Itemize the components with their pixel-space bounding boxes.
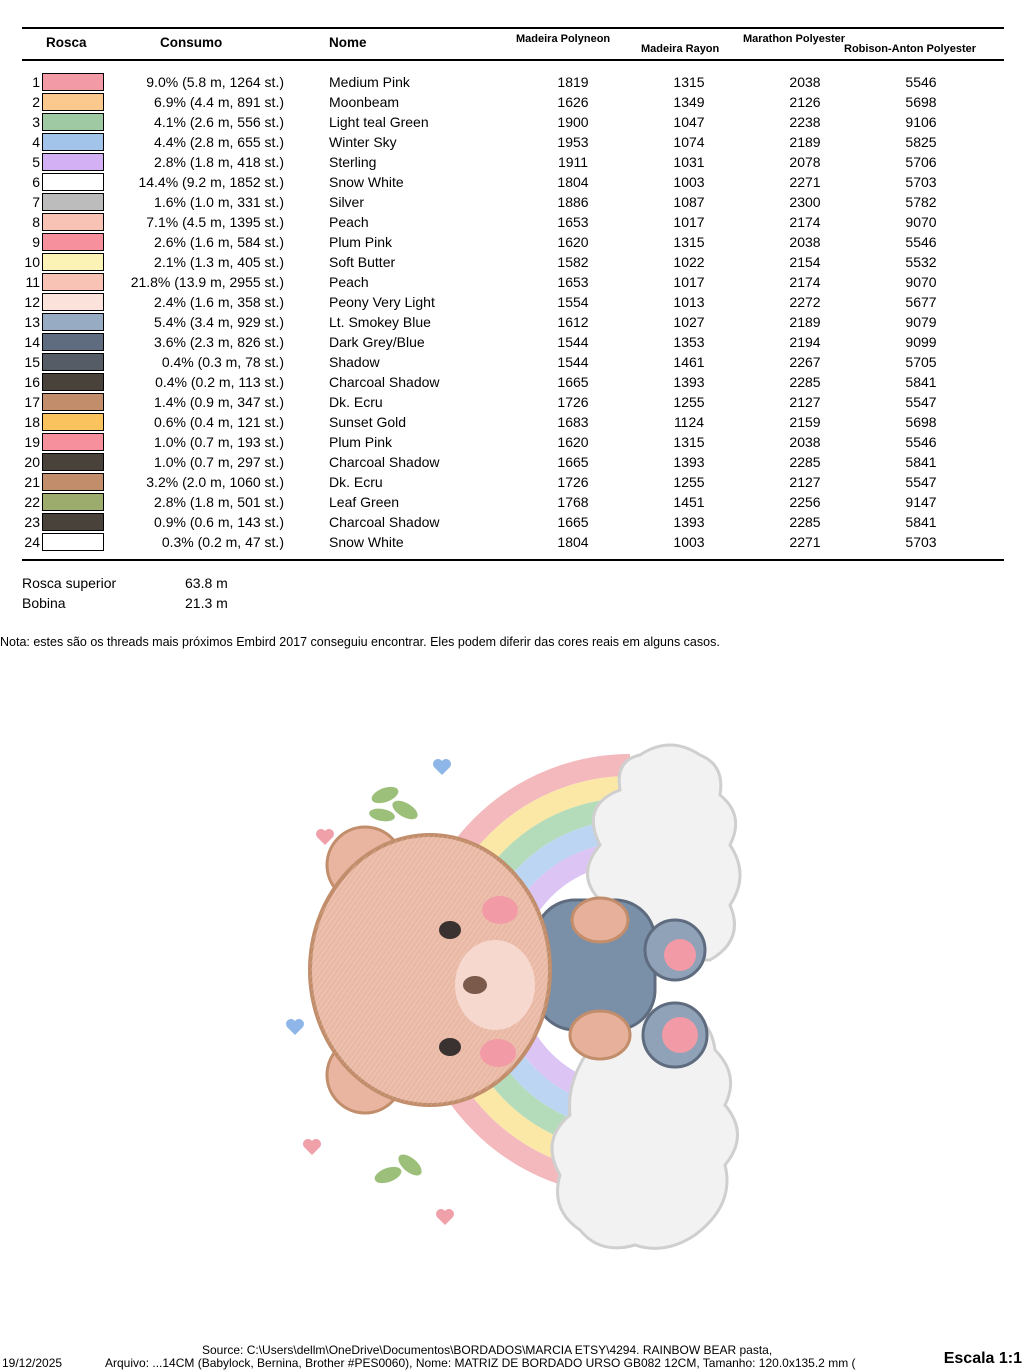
row-marathon-polyester: 2271: [789, 534, 821, 550]
bobbin-label: Bobina: [22, 595, 66, 611]
upper-thread-value: 63.8 m: [185, 575, 228, 591]
row-consumption: 3.6% (2.3 m, 826 st.): [154, 334, 284, 350]
row-robison-anton: 9099: [905, 334, 937, 350]
table-row: [0, 132, 1024, 152]
row-madeira-polyneon: 1544: [557, 334, 589, 350]
row-marathon-polyester: 2267: [789, 354, 821, 370]
row-thread-name: Dk. Ecru: [329, 474, 383, 490]
color-swatch: [42, 193, 104, 211]
table-row: [0, 72, 1024, 92]
row-madeira-polyneon: 1665: [557, 514, 589, 530]
bobbin-value: 21.3 m: [185, 595, 228, 611]
table-row: [0, 232, 1024, 252]
row-consumption: 2.4% (1.6 m, 358 st.): [154, 294, 284, 310]
table-row: [0, 452, 1024, 472]
row-consumption: 4.1% (2.6 m, 556 st.): [154, 114, 284, 130]
row-madeira-polyneon: 1620: [557, 234, 589, 250]
row-madeira-polyneon: 1953: [557, 134, 589, 150]
row-madeira-rayon: 1255: [673, 474, 705, 490]
row-robison-anton: 5706: [905, 154, 937, 170]
row-number: 6: [32, 174, 40, 190]
color-swatch: [42, 233, 104, 251]
row-marathon-polyester: 2285: [789, 514, 821, 530]
color-swatch: [42, 513, 104, 531]
color-swatch: [42, 453, 104, 471]
table-header-rule: [22, 59, 1004, 61]
embroidery-bear-rainbow-icon: [270, 735, 750, 1255]
color-swatch: [42, 333, 104, 351]
row-madeira-rayon: 1022: [673, 254, 705, 270]
row-marathon-polyester: 2038: [789, 434, 821, 450]
row-madeira-polyneon: 1665: [557, 374, 589, 390]
row-number: 15: [24, 354, 40, 370]
row-madeira-polyneon: 1620: [557, 434, 589, 450]
threads-note: Nota: estes são os threads mais próximos Embird 2017 conseguiu encontrar. Eles podem diferir das cores reais em alguns casos.: [0, 635, 720, 649]
row-thread-name: Charcoal Shadow: [329, 514, 440, 530]
color-swatch: [42, 373, 104, 391]
row-marathon-polyester: 2285: [789, 374, 821, 390]
table-row: [0, 332, 1024, 352]
row-marathon-polyester: 2174: [789, 274, 821, 290]
row-madeira-polyneon: 1665: [557, 454, 589, 470]
row-marathon-polyester: 2271: [789, 174, 821, 190]
color-swatch: [42, 313, 104, 331]
table-row: [0, 252, 1024, 272]
row-number: 11: [25, 274, 40, 290]
row-robison-anton: 5698: [905, 94, 937, 110]
row-marathon-polyester: 2126: [789, 94, 821, 110]
row-thread-name: Medium Pink: [329, 74, 410, 90]
table-row: [0, 532, 1024, 552]
row-thread-name: Plum Pink: [329, 234, 393, 250]
row-robison-anton: 9106: [905, 114, 937, 130]
row-consumption: 1.0% (0.7 m, 193 st.): [154, 434, 284, 450]
row-thread-name: Sunset Gold: [329, 414, 407, 430]
row-marathon-polyester: 2159: [789, 414, 821, 430]
table-row: [0, 172, 1024, 192]
row-consumption: 2.6% (1.6 m, 584 st.): [154, 234, 284, 250]
row-madeira-rayon: 1461: [673, 354, 705, 370]
header-consumo: Consumo: [160, 35, 223, 50]
row-robison-anton: 5547: [905, 394, 937, 410]
row-madeira-rayon: 1013: [673, 294, 705, 310]
row-madeira-polyneon: 1653: [557, 214, 589, 230]
row-robison-anton: 5825: [905, 134, 937, 150]
row-consumption: 0.4% (0.3 m, 78 st.): [161, 354, 284, 370]
row-madeira-rayon: 1017: [673, 274, 705, 290]
row-number: 5: [32, 154, 40, 170]
color-swatch: [42, 153, 104, 171]
row-consumption: 4.4% (2.8 m, 655 st.): [154, 134, 284, 150]
row-marathon-polyester: 2285: [789, 454, 821, 470]
row-thread-name: Peach: [329, 274, 369, 290]
row-thread-name: Light teal Green: [329, 114, 429, 130]
row-marathon-polyester: 2256: [789, 494, 821, 510]
table-row: [0, 412, 1024, 432]
table-row: [0, 492, 1024, 512]
row-madeira-rayon: 1315: [673, 434, 705, 450]
row-thread-name: Snow White: [329, 534, 404, 550]
row-madeira-polyneon: 1653: [557, 274, 589, 290]
row-thread-name: Leaf Green: [329, 494, 400, 510]
row-thread-name: Snow White: [329, 174, 404, 190]
header-madeira-rayon: Madeira Rayon: [641, 43, 720, 55]
upper-thread-label: Rosca superior: [22, 575, 117, 591]
table-top-rule: [22, 27, 1004, 29]
row-number: 8: [32, 214, 40, 230]
color-swatch: [42, 173, 104, 191]
row-thread-name: Charcoal Shadow: [329, 454, 440, 470]
row-robison-anton: 9070: [905, 274, 937, 290]
row-robison-anton: 5677: [905, 294, 937, 310]
table-row: [0, 512, 1024, 532]
row-thread-name: Dark Grey/Blue: [329, 334, 425, 350]
row-consumption: 7.1% (4.5 m, 1395 st.): [146, 214, 284, 230]
row-robison-anton: 5546: [905, 234, 937, 250]
color-swatch: [42, 133, 104, 151]
row-madeira-rayon: 1393: [673, 454, 705, 470]
row-thread-name: Plum Pink: [329, 434, 393, 450]
row-number: 22: [24, 494, 40, 510]
row-madeira-rayon: 1393: [673, 514, 705, 530]
row-marathon-polyester: 2174: [789, 214, 821, 230]
color-swatch: [42, 253, 104, 271]
row-madeira-polyneon: 1804: [557, 534, 589, 550]
row-madeira-polyneon: 1804: [557, 174, 589, 190]
row-number: 14: [24, 334, 40, 350]
row-marathon-polyester: 2127: [789, 394, 821, 410]
table-row: [0, 272, 1024, 292]
row-madeira-polyneon: 1900: [557, 114, 589, 130]
table-bottom-rule: [22, 559, 1004, 561]
row-madeira-polyneon: 1582: [557, 254, 589, 270]
footer-file-info: Arquivo: ...14CM (Babylock, Bernina, Brother #PES0060), Nome: MATRIZ DE BORDADO URSO GB082 12CM, Tamanho: 120.0x135.2 mm (: [105, 1356, 856, 1370]
row-robison-anton: 5703: [905, 174, 937, 190]
color-swatch: [42, 293, 104, 311]
row-madeira-polyneon: 1726: [557, 394, 589, 410]
row-number: 20: [24, 454, 40, 470]
table-row: [0, 152, 1024, 172]
row-consumption: 1.0% (0.7 m, 297 st.): [154, 454, 284, 470]
row-consumption: 9.0% (5.8 m, 1264 st.): [146, 74, 284, 90]
row-consumption: 1.4% (0.9 m, 347 st.): [154, 394, 284, 410]
bear-arm: [570, 1011, 630, 1059]
row-robison-anton: 5547: [905, 474, 937, 490]
row-consumption: 5.4% (3.4 m, 929 st.): [154, 314, 284, 330]
row-madeira-polyneon: 1554: [557, 294, 589, 310]
row-madeira-rayon: 1087: [673, 194, 705, 210]
row-number: 24: [24, 534, 40, 550]
row-marathon-polyester: 2238: [789, 114, 821, 130]
row-thread-name: Winter Sky: [329, 134, 397, 150]
color-swatch: [42, 213, 104, 231]
row-robison-anton: 5546: [905, 434, 937, 450]
row-madeira-rayon: 1027: [673, 314, 705, 330]
table-row: [0, 192, 1024, 212]
row-thread-name: Moonbeam: [329, 94, 400, 110]
row-consumption: 0.6% (0.4 m, 121 st.): [154, 414, 284, 430]
table-row: [0, 112, 1024, 132]
header-madeira-polyneon: Madeira Polyneon: [516, 33, 611, 45]
row-marathon-polyester: 2189: [789, 134, 821, 150]
row-number: 4: [32, 134, 40, 150]
row-robison-anton: 9070: [905, 214, 937, 230]
row-madeira-polyneon: 1544: [557, 354, 589, 370]
row-number: 16: [24, 374, 40, 390]
row-marathon-polyester: 2272: [789, 294, 821, 310]
row-robison-anton: 9079: [905, 314, 937, 330]
row-thread-name: Peony Very Light: [329, 294, 435, 310]
row-madeira-rayon: 1124: [673, 414, 705, 430]
header-nome: Nome: [329, 35, 367, 50]
row-robison-anton: 5698: [905, 414, 937, 430]
color-swatch: [42, 533, 104, 551]
row-robison-anton: 9147: [905, 494, 937, 510]
table-row: [0, 92, 1024, 112]
row-madeira-rayon: 1003: [673, 174, 705, 190]
row-marathon-polyester: 2189: [789, 314, 821, 330]
table-row: [0, 392, 1024, 412]
row-number: 17: [24, 394, 40, 410]
row-consumption: 21.8% (13.9 m, 2955 st.): [130, 274, 284, 290]
row-marathon-polyester: 2038: [789, 74, 821, 90]
header-marathon-polyester: Marathon Polyester: [743, 33, 846, 45]
row-robison-anton: 5703: [905, 534, 937, 550]
row-number: 10: [24, 254, 40, 270]
row-madeira-polyneon: 1911: [557, 154, 589, 170]
row-robison-anton: 5782: [905, 194, 937, 210]
row-madeira-rayon: 1031: [673, 154, 705, 170]
row-consumption: 14.4% (9.2 m, 1852 st.): [138, 174, 284, 190]
row-thread-name: Charcoal Shadow: [329, 374, 440, 390]
footer-source: Source: C:\Users\dellm\OneDrive\Documentos\BORDADOS\MARCIA ETSY\4294. RAINBOW BEAR pasta,: [202, 1343, 773, 1357]
row-madeira-rayon: 1003: [673, 534, 705, 550]
row-marathon-polyester: 2154: [789, 254, 821, 270]
row-number: 2: [32, 94, 40, 110]
color-swatch: [42, 393, 104, 411]
color-swatch: [42, 273, 104, 291]
color-swatch: [42, 73, 104, 91]
row-number: 23: [24, 514, 40, 530]
table-row: [0, 352, 1024, 372]
row-thread-name: Soft Butter: [329, 254, 396, 270]
row-thread-name: Silver: [329, 194, 365, 210]
row-madeira-polyneon: 1886: [557, 194, 589, 210]
row-consumption: 2.1% (1.3 m, 405 st.): [154, 254, 284, 270]
table-row: [0, 372, 1024, 392]
row-thread-name: Sterling: [329, 154, 377, 170]
table-row: [0, 472, 1024, 492]
row-number: 9: [32, 234, 40, 250]
row-thread-name: Lt. Smokey Blue: [329, 314, 431, 330]
row-number: 7: [32, 194, 40, 210]
color-swatch: [42, 473, 104, 491]
row-madeira-rayon: 1353: [673, 334, 705, 350]
row-number: 1: [32, 74, 40, 90]
row-madeira-polyneon: 1683: [557, 414, 589, 430]
footer-date: 19/12/2025: [2, 1356, 63, 1370]
color-swatch: [42, 353, 104, 371]
color-swatch: [42, 113, 104, 131]
row-robison-anton: 5532: [905, 254, 937, 270]
header-robison-anton: Robison-Anton Polyester: [844, 43, 977, 55]
row-consumption: 1.6% (1.0 m, 331 st.): [154, 194, 284, 210]
table-row: [0, 292, 1024, 312]
row-thread-name: Dk. Ecru: [329, 394, 383, 410]
row-marathon-polyester: 2078: [789, 154, 821, 170]
color-swatch: [42, 93, 104, 111]
row-thread-name: Peach: [329, 214, 369, 230]
row-madeira-rayon: 1451: [673, 494, 705, 510]
row-madeira-rayon: 1255: [673, 394, 705, 410]
row-madeira-rayon: 1393: [673, 374, 705, 390]
row-madeira-polyneon: 1819: [557, 74, 589, 90]
row-madeira-polyneon: 1726: [557, 474, 589, 490]
row-marathon-polyester: 2038: [789, 234, 821, 250]
row-consumption: 3.2% (2.0 m, 1060 st.): [146, 474, 284, 490]
row-robison-anton: 5841: [905, 454, 937, 470]
row-madeira-rayon: 1315: [673, 74, 705, 90]
table-row: [0, 212, 1024, 232]
row-madeira-rayon: 1047: [673, 114, 705, 130]
row-thread-name: Shadow: [329, 354, 380, 370]
row-robison-anton: 5705: [905, 354, 937, 370]
row-marathon-polyester: 2127: [789, 474, 821, 490]
bear-arm: [572, 898, 628, 942]
row-madeira-rayon: 1017: [673, 214, 705, 230]
row-madeira-rayon: 1349: [673, 94, 705, 110]
row-madeira-polyneon: 1612: [557, 314, 589, 330]
row-consumption: 0.4% (0.2 m, 113 st.): [155, 374, 284, 390]
row-robison-anton: 5841: [905, 514, 937, 530]
row-marathon-polyester: 2300: [789, 194, 821, 210]
row-number: 3: [32, 114, 40, 130]
row-madeira-rayon: 1074: [673, 134, 705, 150]
row-robison-anton: 5546: [905, 74, 937, 90]
color-swatch: [42, 413, 104, 431]
row-consumption: 0.3% (0.2 m, 47 st.): [161, 534, 284, 550]
row-consumption: 2.8% (1.8 m, 501 st.): [154, 494, 284, 510]
table-row: [0, 312, 1024, 332]
row-consumption: 2.8% (1.8 m, 418 st.): [154, 154, 284, 170]
row-consumption: 6.9% (4.4 m, 891 st.): [154, 94, 284, 110]
row-number: 12: [24, 294, 40, 310]
row-madeira-rayon: 1315: [673, 234, 705, 250]
row-number: 13: [24, 314, 40, 330]
row-robison-anton: 5841: [905, 374, 937, 390]
footer-scale: Escala 1:1: [943, 1350, 1022, 1367]
row-marathon-polyester: 2194: [789, 334, 821, 350]
table-row: [0, 432, 1024, 452]
row-madeira-polyneon: 1626: [557, 94, 589, 110]
color-swatch: [42, 433, 104, 451]
row-madeira-polyneon: 1768: [557, 494, 589, 510]
header-rosca: Rosca: [46, 35, 87, 50]
row-consumption: 0.9% (0.6 m, 143 st.): [154, 514, 284, 530]
row-number: 19: [24, 434, 40, 450]
row-number: 18: [24, 414, 40, 430]
row-number: 21: [24, 474, 40, 490]
color-swatch: [42, 493, 104, 511]
